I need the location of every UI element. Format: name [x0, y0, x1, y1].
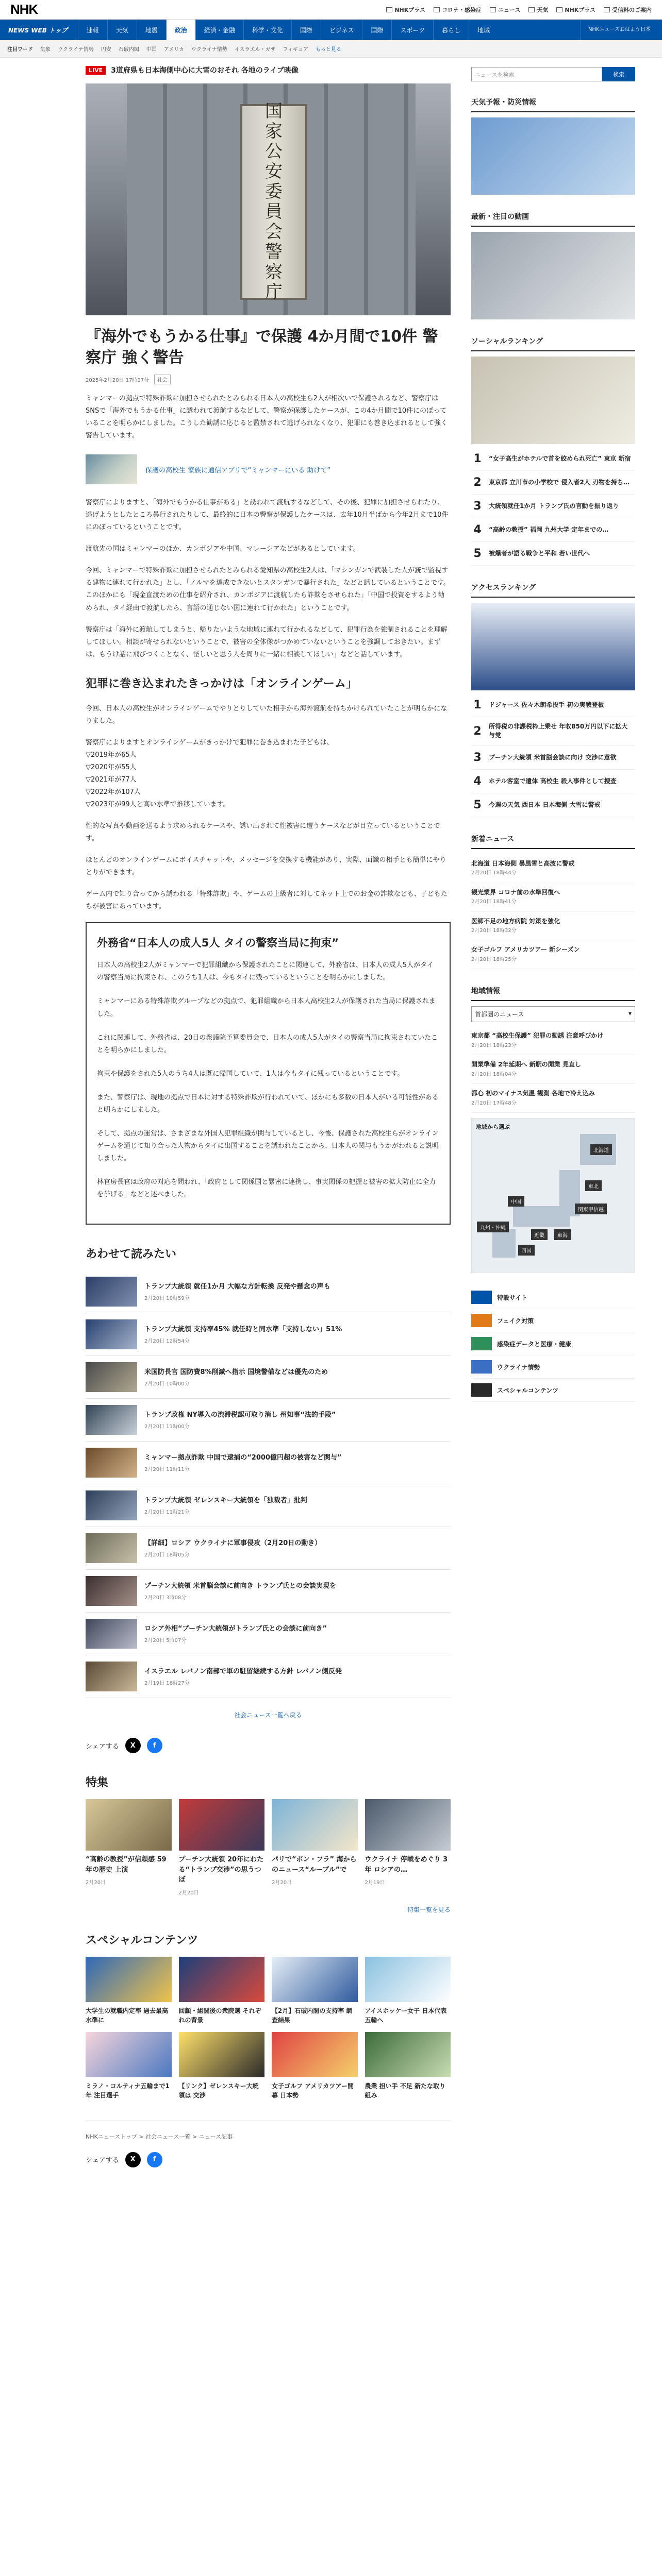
special-thumb	[272, 2032, 358, 2077]
nav-extra-link[interactable]: NHKニュースおはよう日本	[581, 20, 658, 40]
nav-item[interactable]: 地域	[469, 20, 498, 40]
region-button[interactable]: 東海	[554, 1229, 571, 1240]
ranking-item[interactable]: 2 東京都 立川市の小学校で 侵入者2人 刃物を持ち…	[471, 471, 635, 495]
special-thumb	[365, 2032, 451, 2077]
facebook-share-icon[interactable]: f	[147, 2152, 162, 2167]
region-map	[471, 1118, 635, 1273]
top-link[interactable]: コロナ・感染症	[434, 6, 482, 14]
related-item[interactable]: ミャンマー拠点詐欺 中国で逮捕の“2000億円超の被害など関与” 2月20日 11時11分	[86, 1442, 451, 1484]
back-to-list-link[interactable]: 社会ニュース一覧へ戻る	[234, 1711, 302, 1719]
latest-video-thumb[interactable]	[471, 232, 635, 319]
feature-card[interactable]: “高齢の教授”が信頼感 59年の歴史 上演 2月20日	[86, 1799, 172, 1896]
feature-card[interactable]: パリで“ポン・フラ” 海からのニュース“ルーブル”で 2月20日	[272, 1799, 358, 1896]
special-links-box	[471, 1286, 635, 1402]
share-label: シェアする	[86, 2157, 119, 2165]
region-news-item[interactable]: 都心 初のマイナス気温 観測 各地で冷え込み 2月20日 17時48分	[471, 1084, 635, 1113]
news-item[interactable]: 医師不足の地方病院 対策を強化 2月20日 18時32分	[471, 912, 635, 941]
ukraine-icon	[471, 1360, 492, 1374]
special-card[interactable]: 【2月】石破内閣の支持率 調査結果	[272, 1957, 358, 2025]
region-news-item[interactable]: 開業準備 2年延期へ 新駅の開業 見直し 2月20日 18時04分	[471, 1055, 635, 1084]
ranking-item[interactable]: 4 ホテル客室で遺体 高校生 殺人事件として捜査	[471, 770, 635, 793]
special-link[interactable]: 特設サイト	[471, 1286, 635, 1309]
region-button[interactable]: 中国	[508, 1196, 524, 1207]
related-item[interactable]: トランプ政権 NY導入の渋滞税認可取り消し 州知事“法的手段” 2月20日 11時00分	[86, 1399, 451, 1442]
ranking-top-image[interactable]	[471, 357, 635, 444]
region-button[interactable]: 近畿	[531, 1229, 548, 1240]
ranking-item[interactable]: 3 ブーチン大統領 米首脳会談に向け 交渉に意欲	[471, 746, 635, 770]
ranking-item[interactable]: 2 所得税の非課税枠上乗せ 年収850万円以下に拡大 与党	[471, 717, 635, 746]
search-input[interactable]: ニュースを検索	[471, 67, 602, 81]
highlight-box	[86, 922, 451, 1225]
article-genre-tag[interactable]: 社会	[154, 375, 171, 384]
region-select[interactable]: 首都圏のニュース ▾	[471, 1006, 635, 1022]
special-grid	[86, 1957, 451, 2100]
top-link[interactable]: NHKプラス	[556, 6, 595, 14]
ranking-item[interactable]: 4 “高齢の教授” 福岡 九州大学 定年までの…	[471, 518, 635, 542]
keyword-bar	[0, 40, 662, 58]
latest-video-box	[471, 208, 635, 319]
virus-icon	[434, 7, 440, 12]
ranking-item[interactable]: 5 被爆者が語る戦争と平和 若い世代へ	[471, 542, 635, 566]
news-item[interactable]: 女子ゴルフ アメリカツアー 新シーズン 2月20日 18時25分	[471, 940, 635, 969]
tv-icon	[386, 7, 392, 12]
features-grid	[86, 1799, 451, 1896]
box-paragraph: 拘束や保護をされた5人のうち4人は既に帰国していて、1人は今もタイに残っているということです。	[97, 1070, 404, 1078]
kyushu-shape	[492, 1229, 516, 1258]
article-headline: 『海外でもうかる仕事』で保護 4か月間で10件 警察庁 強く警告	[86, 328, 438, 367]
new-news-heading: 新着ニュース	[471, 831, 635, 849]
health-icon	[471, 1337, 492, 1350]
latest-video-heading: 最新・注目の動画	[471, 208, 635, 227]
nav-item[interactable]: 地震	[137, 20, 166, 40]
related-thumb	[86, 1662, 137, 1691]
keyword-item[interactable]: 中国	[146, 47, 157, 53]
region-button[interactable]: 九州・沖縄	[477, 1222, 509, 1232]
search-form	[471, 67, 635, 81]
top-links	[386, 6, 652, 14]
feature-card[interactable]: プーチン大統領 20年にわたる“トランプ交渉”の思うつぼ 2月20日	[179, 1799, 265, 1896]
features-more-link[interactable]: 特集一覧を見る	[407, 1906, 451, 1913]
social-ranking-box	[471, 333, 635, 566]
related-thumb	[86, 1277, 137, 1307]
special-site-icon	[471, 1291, 492, 1304]
hero-image	[86, 83, 451, 315]
weather-box	[471, 94, 635, 195]
nav-item[interactable]: ビジネス	[321, 20, 362, 40]
nav-item[interactable]: スポーツ	[391, 20, 433, 40]
share-bar-bottom	[86, 2152, 451, 2167]
ranking-item[interactable]: 1 ドジャース 佐々木朗希投手 初の実戦登板	[471, 693, 635, 717]
special-card[interactable]: 回顧・組閣後の衆院選 それぞれの背景	[179, 1957, 265, 2025]
related-item[interactable]: 【詳細】ロシア ウクライナに軍事侵攻（2月20日の動き） 2月20日 18時05分	[86, 1527, 451, 1570]
top-bar	[0, 0, 662, 20]
weather-map[interactable]	[471, 117, 635, 195]
keyword-item[interactable]: イスラエル・ガザ	[234, 47, 276, 53]
link-text[interactable]: 保護の高校生 家族に通信アプリで“ミャンマーにいる 助けて”	[145, 466, 330, 474]
article-paragraph: ミャンマーの拠点で特殊詐欺に加担させられたとみられる日本人の高校生ら2人が相次いで保護されるなど、警察庁はSNSで「海外でもうかる仕事」に誘われて渡航するなどして、警察が保護したケースが、この4か月間で10件にのぼっていることを明らかにしました。こうした勧誘に応じると監禁されて逃げられなくなり、犯罪にも巻き込まれるとして強く警告しています。	[86, 395, 448, 440]
top-link[interactable]: 受信料のご案内	[604, 6, 652, 14]
live-tag: LIVE	[86, 66, 106, 75]
related-thumb	[86, 1619, 137, 1649]
box-paragraph: そして、拠点の運営は、さまざまな外国人犯罪組織が関与しているとし、今後、保護された高校生らがオンラインゲームを通じて知り合った人物からタイに出国することを誘われたことから、日本人の関与もうかがわれると説明しました。	[97, 1129, 439, 1162]
related-item[interactable]: トランプ大統領 支持率45% 就任時と同水準「支持しない」51% 2月20日 12時54分	[86, 1313, 451, 1356]
special-link[interactable]: ウクライナ情勢	[471, 1355, 635, 1379]
nav-item[interactable]: 天気	[107, 20, 137, 40]
special-card[interactable]: アイスホッケー女子 日本代表 五輪へ	[365, 1957, 451, 2025]
top-link[interactable]: 天気	[528, 6, 548, 14]
special-thumb	[179, 1957, 265, 2002]
article-paragraph: 渡航先の国はミャンマーのほか、カンボジアや中国、マレーシアなどがあるとしています。	[86, 545, 360, 553]
breadcrumb-item[interactable]: NHKニューストップ	[86, 2133, 137, 2140]
special-card[interactable]: ミラノ・コルティナ五輪まで1年 注目選手	[86, 2032, 172, 2100]
section-heading: 犯罪に巻き込まれたきっかけは「オンラインゲーム」	[86, 677, 357, 690]
share-label: シェアする	[86, 1742, 119, 1751]
social-ranking-heading: ソーシャルランキング	[471, 333, 635, 351]
region-button[interactable]: 東北	[585, 1180, 602, 1191]
nav-item[interactable]: 科学・文化	[243, 20, 291, 40]
weather-heading: 天気予報・防災情報	[471, 94, 635, 112]
keyword-item[interactable]: 気象	[40, 47, 51, 53]
nav-item[interactable]: 経済・金融	[195, 20, 243, 40]
keyword-more-link[interactable]: もっと見る	[315, 47, 341, 53]
related-link-card[interactable]	[86, 451, 451, 497]
related-item[interactable]: ロシア外相“プーチン大統領がトランプ氏との会談に前向き” 2月20日 5時07分	[86, 1613, 451, 1655]
article-paragraph: ほとんどのオンラインゲームにボイスチャットや、メッセージを交換する機能があり、実際、面識の相手とも簡単にやりとりができます。	[86, 856, 446, 877]
box-paragraph: 日本人の高校生2人がミャンマーで犯罪組織から保護されたことに関連して、外務省は、日本人の成人5人がタイの警察当局に拘束され、このうち1人は、今もタイに残っているということを明らかにしました。	[97, 961, 434, 982]
nav-item[interactable]: 国際	[291, 20, 321, 40]
news-item[interactable]: 観光業界 コロナ前の水準回復へ 2月20日 18時41分	[471, 883, 635, 912]
box-paragraph: 林官房長官は政府の対応を問われ、「政府として関係国と緊密に連携し、事実関係の把握と被害の拡大防止に全力を挙げる」などと述べました。	[97, 1178, 436, 1198]
article-paragraph: 性的な写真や動画を送るよう求められるケースや、誘い出されて性被害に遭うケースなどが目立っているということです。	[86, 822, 440, 843]
new-news-box	[471, 831, 635, 970]
article-paragraph: 警察庁によりますとオンラインゲームがきっかけで犯罪に巻き込まれた子どもは、 ▽2019年が65人 ▽2020年が55人 ▽2021年が77人 ▽2022年が107人 ▽2023年が99人と高い水準で推移しています。	[86, 738, 334, 809]
access-top-image[interactable]	[471, 603, 635, 690]
region-box	[471, 982, 635, 1273]
nav-item[interactable]: 速報	[78, 20, 107, 40]
top-link[interactable]: ニュース	[490, 6, 520, 14]
related-item[interactable]: 米国防長官 国防費8%削減へ指示 国境警備などは優先のため 2月20日 10時00分	[86, 1356, 451, 1399]
region-map-label: 地域から選ぶ	[476, 1124, 510, 1131]
box-title: 外務省“日本人の成人5人 タイの警察当局に拘束”	[97, 937, 339, 950]
related-thumb	[86, 1362, 137, 1392]
related-thumb	[86, 1533, 137, 1563]
keyword-label: 注目ワード	[7, 47, 33, 53]
link-thumbnail	[86, 454, 137, 484]
main-column	[86, 58, 451, 2167]
article-date: 2025年2月20日 17時27分	[86, 378, 150, 383]
region-button[interactable]: 四国	[518, 1245, 535, 1256]
share-bar	[86, 1738, 451, 1753]
special-card[interactable]: 【リンク】ゼレンスキー大統領は 交渉	[179, 2032, 265, 2100]
live-banner[interactable]	[86, 58, 451, 83]
honshu-west-shape	[513, 1206, 570, 1227]
box-paragraph: ミャンマーにある特殊詐欺グループなどの拠点で、犯罪組織から日本人高校生2人が保護された当局に保護されました。	[97, 997, 436, 1018]
special-thumb	[86, 1957, 172, 2002]
special-card[interactable]: 女子ゴルフ アメリカツアー開幕 日本勢	[272, 2032, 358, 2100]
related-heading: あわせて読みたい	[86, 1248, 177, 1261]
article-paragraph: 警察庁は「海外に渡航してしまうと、帰りたいような地域に連れて行かれるなどして、犯罪行為を強制されることを理解してほしい。相談が寄せられないということで、被害の全体像がつかめていないということを強調しておきたい。まずは、もうけ話に飛びつくことなく、怪しいと思う人を周りに一緒に相談してほしい」などと話しています。	[86, 625, 448, 658]
box-paragraph: また、警察庁は、現地の拠点で日本に対する特殊詐欺が行われていて、ほかにも多数の日本人がいる可能性があると明らかにしました。	[97, 1093, 439, 1114]
receipt-icon	[604, 7, 610, 12]
breadcrumb-item[interactable]: 社会ニュース一覧	[145, 2133, 191, 2140]
weather-icon	[528, 7, 535, 12]
special-heading: スペシャルコンテンツ	[86, 1934, 198, 1947]
nhk-logo[interactable]: NHK	[10, 2, 38, 17]
access-ranking-heading: アクセスランキング	[471, 579, 635, 598]
fake-news-icon	[471, 1314, 492, 1327]
feature-thumb	[365, 1799, 451, 1851]
nav-item[interactable]: 暮らし	[433, 20, 469, 40]
news-icon	[490, 7, 496, 12]
features-heading: 特集	[86, 1776, 109, 1790]
article-paragraph: 今回、日本人の高校生がオンラインゲームでやりとりしていた相手から海外渡航を持ちかけられていたことが明らかになりました。	[86, 704, 448, 725]
related-thumb	[86, 1576, 137, 1606]
nav-item[interactable]: 国際	[362, 20, 391, 40]
region-heading: 地域情報	[471, 982, 635, 1001]
feature-thumb	[179, 1799, 265, 1851]
x-share-icon[interactable]: X	[125, 2152, 141, 2167]
ranking-item[interactable]: 1 “女子高生がホテルで首を絞められ死亡” 東京 新宿	[471, 447, 635, 471]
keyword-item[interactable]: アメリカ	[163, 47, 185, 53]
keyword-item[interactable]: 円安	[101, 47, 111, 53]
breadcrumb: NHKニューストップ > 社会ニュース一覧 > ニュース記事	[86, 2121, 451, 2152]
related-thumb	[86, 1448, 137, 1478]
special-link[interactable]: 感染症データと医療・健康	[471, 1332, 635, 1355]
main-nav	[0, 20, 662, 40]
article-paragraph: 警察庁によりますと、「海外でもうかる仕事がある」と誘われて渡航するなどして、その後、犯罪に加担させられたり、逃げようとしたところ暴行されたりして、最終的に日本の警察が保護したケースは、去年10月半ばから今年2月まで10件にのぼっているということです。	[86, 499, 449, 532]
nav-item-active[interactable]: 政治	[166, 20, 195, 40]
top-link[interactable]: NHKプラス	[386, 6, 425, 14]
keyword-item[interactable]: 石破内閣	[118, 47, 139, 53]
article-paragraph: ゲーム内で知り合ってから誘われる「特殊詐欺」や、ゲームの上級者に対してネット上でのお金の詐欺なども、子どもたちが被害にあっています。	[86, 890, 448, 911]
related-thumb	[86, 1319, 137, 1349]
special-thumb	[86, 2032, 172, 2077]
play-icon	[556, 7, 562, 12]
article-paragraph: 今回、ミャンマーで特殊詐欺に加担させられたとみられる愛知県の高校生2人は、「マシンガンで武装した人が銃で監視する建物に連れて行かれた」とし、「ノルマを達成できないとスタンガンで暴行された」などと話しているということです。このほかにも「現金直渡ための仕事を紹介され、カンボジアに渡航したら詐欺をさせられた」「中国で投資をするよう勧められ、タイ経由で渡航したら、言語の通じない国に連れて行かれた」ということです。	[86, 567, 450, 612]
facebook-share-icon[interactable]: f	[147, 1738, 162, 1753]
ranking-item[interactable]: 3 大統領就任1か月 トランプ氏の言動を振り返り	[471, 495, 635, 518]
related-list	[86, 1270, 451, 1698]
x-share-icon[interactable]: X	[125, 1738, 141, 1753]
special-link[interactable]: スペシャルコンテンツ	[471, 1379, 635, 1402]
ranking-item[interactable]: 5 今週の天気 西日本 日本海側 大雪に警戒	[471, 793, 635, 817]
special-thumb	[365, 1957, 451, 2002]
feature-thumb	[86, 1799, 172, 1851]
feature-thumb	[272, 1799, 358, 1851]
keyword-item[interactable]: ウクライナ情勢	[191, 47, 227, 53]
news-item[interactable]: 北海道 日本海側 暴風雪と高波に警戒 2月20日 18時44分	[471, 854, 635, 883]
special-card[interactable]: 大学生の就職内定率 過去最高水準に	[86, 1957, 172, 2025]
search-button[interactable]: 検索	[602, 67, 635, 81]
region-news-item[interactable]: 東京都 “高校生保護” 犯罪の勧誘 注意呼びかけ 2月20日 18時23分	[471, 1026, 635, 1055]
related-item[interactable]: トランプ大統領 就任1か月 大幅な方針転換 反発や懸念の声も 2月20日 10時59分	[86, 1270, 451, 1313]
related-item[interactable]: イスラエル レバノン南部で軍の駐留継続する方針 レバノン側反発 2月19日 16時27分	[86, 1655, 451, 1698]
region-button[interactable]: 北海道	[590, 1144, 612, 1155]
article-meta	[86, 375, 451, 384]
special-link[interactable]: フェイク対策	[471, 1309, 635, 1332]
access-ranking-box	[471, 579, 635, 817]
keyword-item[interactable]: フィギュア	[283, 47, 308, 53]
chevron-down-icon: ▾	[628, 1010, 632, 1018]
related-thumb	[86, 1405, 137, 1435]
box-paragraph: これに関連して、外務省は、20日の衆議院予算委員会で、日本人の成人5人がタイの警察当局に拘束されていたことを明らかにしました。	[97, 1033, 438, 1054]
breadcrumb-item: ニュース記事	[198, 2133, 233, 2140]
agency-sign: 国 家 公 安 委 員 会 警 察 庁	[240, 104, 307, 300]
keyword-item[interactable]: ウクライナ情勢	[58, 47, 94, 53]
special-card[interactable]: 農業 担い手 不足 新たな取り組み	[365, 2032, 451, 2100]
related-item[interactable]: トランプ大統領 ゼレンスキー大統領を「独裁者」批判 2月20日 11時21分	[86, 1484, 451, 1527]
related-thumb	[86, 1490, 137, 1520]
live-text: 3道府県も日本海側中心に大雪のおそれ 各地のライブ映像	[111, 66, 299, 75]
feature-card[interactable]: ウクライナ 停戦をめぐり 3年 ロシアの… 2月19日	[365, 1799, 451, 1896]
special-thumb	[179, 2032, 265, 2077]
related-item[interactable]: プーチン大統領 米首脳会談に前向き トランプ氏との会談実現を 2月20日 3時08分	[86, 1570, 451, 1613]
special-content-icon	[471, 1383, 492, 1397]
region-button[interactable]: 関東甲信越	[575, 1204, 607, 1214]
sidebar	[471, 58, 635, 2167]
special-thumb	[272, 1957, 358, 2002]
nav-brand[interactable]: NEWS WEB トップ	[8, 26, 68, 34]
